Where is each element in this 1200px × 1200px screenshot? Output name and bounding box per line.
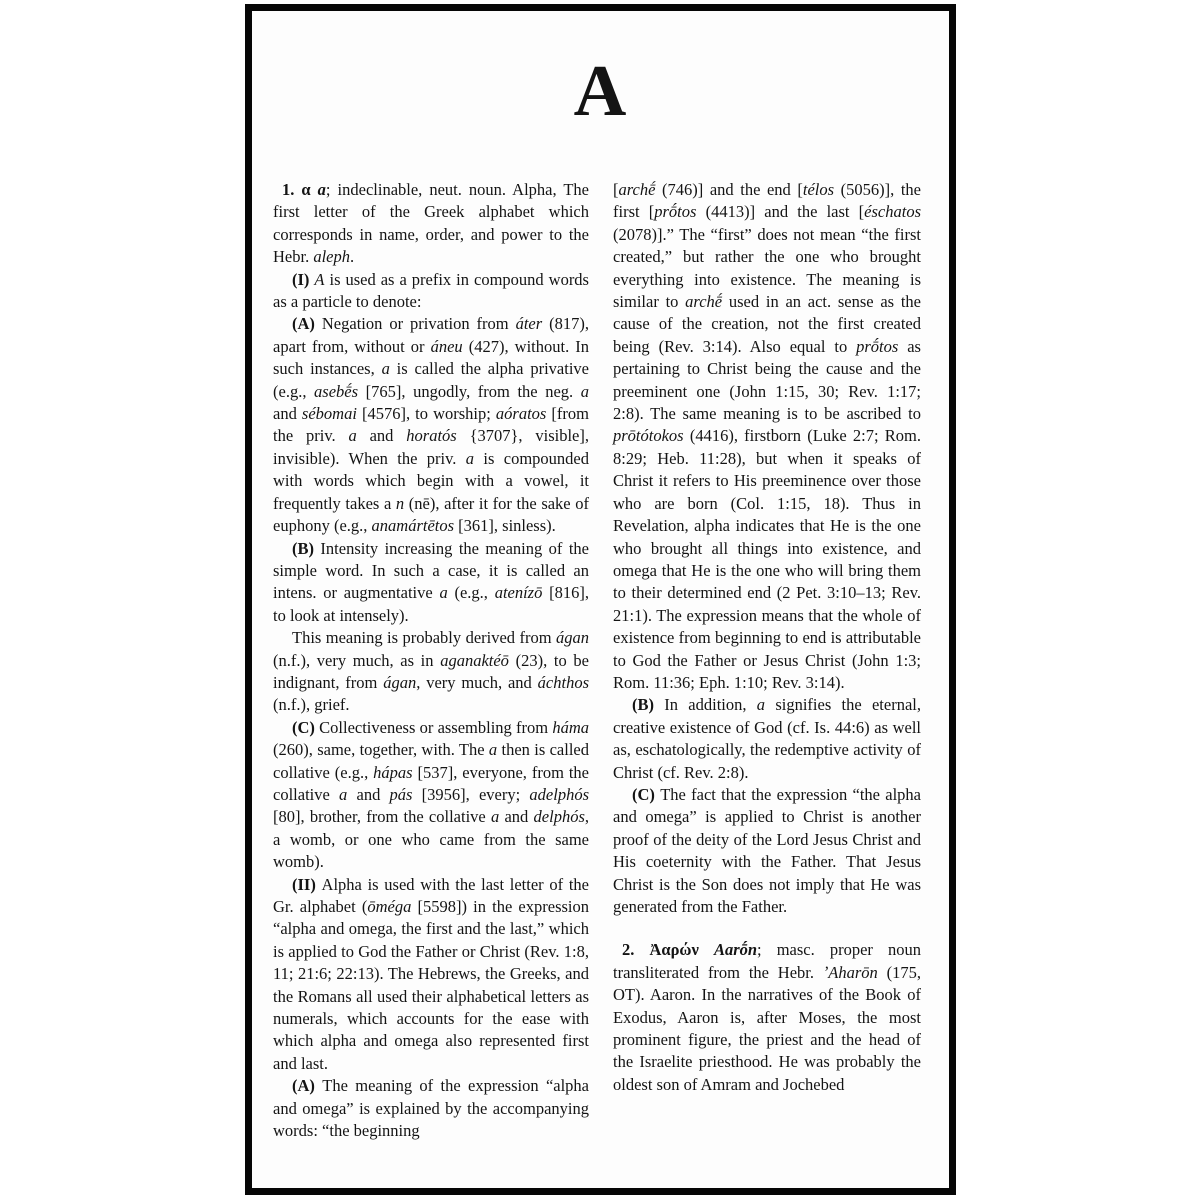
text-run: (C) xyxy=(632,784,661,804)
text-run: [ xyxy=(613,180,619,199)
text-run: (C) xyxy=(292,717,320,737)
text-run: ōméga xyxy=(367,897,412,916)
entry1-section-II-A-start xyxy=(273,1075,589,1142)
text-run: (A) xyxy=(292,314,322,334)
text-run: 2. Ἀαρών xyxy=(622,940,714,960)
text-run: a xyxy=(317,180,326,199)
right-column xyxy=(613,179,921,1142)
text-run: a xyxy=(339,784,348,804)
text-run: Aarṓn xyxy=(713,940,758,960)
text-run: then is called collative (e.g., xyxy=(273,740,589,782)
entry1-headword-paragraph xyxy=(273,179,589,269)
text-run: sébomai xyxy=(301,404,357,424)
text-run: and xyxy=(499,807,534,827)
text-run: áter xyxy=(515,314,543,334)
text-run: 1. α xyxy=(282,180,318,199)
text-run: (4416), firstborn (Luke 2:7; Rom. 8:29; Heb. 11:28), but when it speaks of Christ it refers to His preeminence over those who are born (Col. 1:15, 18). Thus in Revelation, alpha indicates that He is the one who brought all things into existence, and omega that He is the one who will bring them to their determined end (2 Pet. 3:10–13; Rev. 21:1). The expression means that the whole of existence from beginning to end is attributable to God the Father or Jesus Christ (John 1:3; Rom. 11:36; Eph. 1:10; Rev. 3:14). xyxy=(613,426,921,692)
text-run: a xyxy=(756,695,766,715)
text-run: ágan xyxy=(556,628,589,648)
text-run: Alpha is used with the last letter of the Gr. alphabet ( xyxy=(273,874,589,916)
text-run: ʼAharōn xyxy=(822,962,878,982)
text-run: prṓtos xyxy=(654,202,697,222)
text-run: as pertaining to Christ being the cause and the preeminent one (John 1:15, 30; Rev. 1:17; 2:8). The same meaning is to be ascribed to xyxy=(613,336,921,424)
text-run: prṓtos xyxy=(856,336,899,356)
text-run: . xyxy=(350,247,355,267)
text-run: This meaning is probably derived from xyxy=(292,628,556,648)
text-run: Intensity increasing the meaning of the simple word. In such a case, it is called an intens. or augmentative xyxy=(273,538,589,603)
text-run: The fact that the expression “the alpha and omega” is applied to Christ is another proof of the deity of the Lord Jesus Christ and His coeternity with the Father. That Jesus Christ is the Son does not imply that He was generated from the Father. xyxy=(613,784,922,916)
text-run: [3956], every; xyxy=(412,784,530,804)
text-run: a xyxy=(465,448,475,468)
text-run: n xyxy=(395,493,405,513)
text-run: [80], brother, from the collative xyxy=(273,807,491,827)
text-run: and xyxy=(273,404,302,424)
text-run: is called the alpha privative (e.g., xyxy=(273,359,589,401)
text-run: (260), same, together, with. The xyxy=(273,740,489,760)
text-run: (B) xyxy=(292,538,321,558)
text-run: In addition, xyxy=(664,695,757,715)
text-run: (5056)], the first [ xyxy=(613,180,921,222)
text-run: anamártētos xyxy=(371,516,455,536)
text-run: delphós xyxy=(533,807,585,827)
text-run: and xyxy=(347,784,390,804)
text-run: used in an act. sense as the cause of the creation, not the first created being (Rev. 3:14). Also equal to xyxy=(613,292,921,356)
text-run: signifies the eternal, creative existence of God (cf. Is. 44:6) as well as, eschatologically, the redemptive activity of Christ (cf. Rev. 2:8). xyxy=(613,695,921,782)
text-run: a xyxy=(348,426,357,446)
text-run: , a womb, or one who came from the same womb). xyxy=(273,807,590,872)
entry1-section-II-A-continued xyxy=(613,179,921,694)
text-run: a xyxy=(580,381,589,401)
text-run: télos xyxy=(802,180,835,199)
text-run: (427), without. In such instances, xyxy=(273,336,590,379)
entry1-section-II-B xyxy=(613,694,921,784)
text-run: adelphós xyxy=(529,784,590,804)
text-run: The meaning of the expression “alpha and omega” is explained by the accompanying words: “the beginning xyxy=(273,1076,590,1141)
text-run: (I) xyxy=(292,269,315,289)
text-run: [537], everyone, from the collative xyxy=(273,762,589,804)
entry1-derivation-paragraph xyxy=(273,627,589,717)
text-run: ; indeclinable, neut. noun. Alpha, The first letter of the Greek alphabet which corresponds in name, order, and power to the Hebr. xyxy=(273,180,590,267)
text-run: [816], to look at intensely). xyxy=(273,583,589,625)
section-letter-heading: A xyxy=(573,50,628,131)
entry1-section-I-C xyxy=(273,717,589,874)
text-run: horatós xyxy=(406,426,457,446)
text-run: (A) xyxy=(292,1076,323,1096)
text-run: háma xyxy=(552,717,590,737)
text-run: a xyxy=(439,583,448,603)
text-run: and xyxy=(356,426,407,446)
entry1-section-I-B xyxy=(273,538,589,628)
text-run: (II) xyxy=(292,874,322,894)
text-run: atenízō xyxy=(494,583,543,603)
text-run: (n.f.), grief. xyxy=(273,695,350,715)
text-run: (e.g., xyxy=(447,583,495,603)
text-run: hápas xyxy=(373,762,413,782)
text-run: áchthos xyxy=(537,672,589,692)
text-columns xyxy=(252,179,949,1142)
page-border-frame xyxy=(245,4,956,1195)
text-run: (B) xyxy=(632,695,665,715)
text-run: [361], sinless). xyxy=(454,516,556,536)
text-run: {3707}, visible], invisible). When the priv. xyxy=(273,426,589,468)
text-run: ; masc. proper noun transliterated from the Hebr. xyxy=(613,940,921,982)
text-run: (23), to be indignant, from xyxy=(273,650,589,692)
text-run: pás xyxy=(389,784,413,804)
text-run: (n.f.), very much, as in xyxy=(273,650,441,670)
text-run: (4413)] and the last [ xyxy=(696,202,865,222)
text-run: , very much, and xyxy=(416,672,538,692)
text-run: aganaktéō xyxy=(440,650,509,670)
text-run: a xyxy=(381,359,390,379)
text-run: aóratos xyxy=(495,404,547,424)
text-run: is compounded with words which begin with a vowel, it frequently takes a xyxy=(273,448,589,513)
text-run: asebḗs xyxy=(314,381,359,401)
text-run: aleph xyxy=(313,247,350,267)
text-run: [5598]) in the expression “alpha and omega, the first and the last,” which is applied to God the Father or Christ (Rev. 1:8, 11; 21:6; 22:13). The Hebrews, the Greeks, and the Romans all used their alphabetical letters as numerals, which accounts for the ease with which alpha and omega also represented first and last. xyxy=(273,897,589,1073)
text-run: ágan xyxy=(383,672,417,692)
left-column xyxy=(273,179,589,1142)
text-run: is used as a prefix in compound words as a particle to denote: xyxy=(273,269,589,312)
text-run: A xyxy=(314,269,325,289)
entry1-section-II-C xyxy=(613,784,921,918)
text-run: (nē), after it for the sake of euphony (e.g., xyxy=(273,493,589,536)
text-run: [765], ungodly, from the neg. xyxy=(358,381,581,401)
text-run: archḗ xyxy=(685,292,723,312)
text-run: áneu xyxy=(430,336,463,356)
text-run: (817), apart from, without or xyxy=(273,314,590,356)
text-run: Negation or privation from xyxy=(321,314,516,334)
entry2-headword-paragraph xyxy=(613,939,921,1096)
entry1-section-I-A xyxy=(273,313,589,537)
text-run: (175, OT). Aaron. In the narratives of the Book of Exodus, Aaron is, after Moses, the most prominent figure, the priest and the head of the Israelite priesthood. He was probably the oldest son of Amram and Jochebed xyxy=(613,962,921,1094)
text-run: (2078)].” The “first” does not mean “the first created,” but rather the one who brought everything into existence. The meaning is similar to xyxy=(613,224,921,312)
text-run: [4576], to worship; xyxy=(356,404,496,424)
text-run: a xyxy=(490,807,500,827)
text-run: archḗ xyxy=(618,180,656,199)
text-run: Collectiveness or assembling from xyxy=(319,717,553,737)
entry1-section-I xyxy=(273,269,589,314)
entry1-section-II xyxy=(273,874,589,1076)
text-run: [from the priv. xyxy=(273,404,590,446)
text-run: éschatos xyxy=(864,202,921,222)
text-run: prōtótokos xyxy=(613,426,684,446)
text-run: a xyxy=(488,740,498,760)
text-run: (746)] and the end [ xyxy=(655,180,803,199)
